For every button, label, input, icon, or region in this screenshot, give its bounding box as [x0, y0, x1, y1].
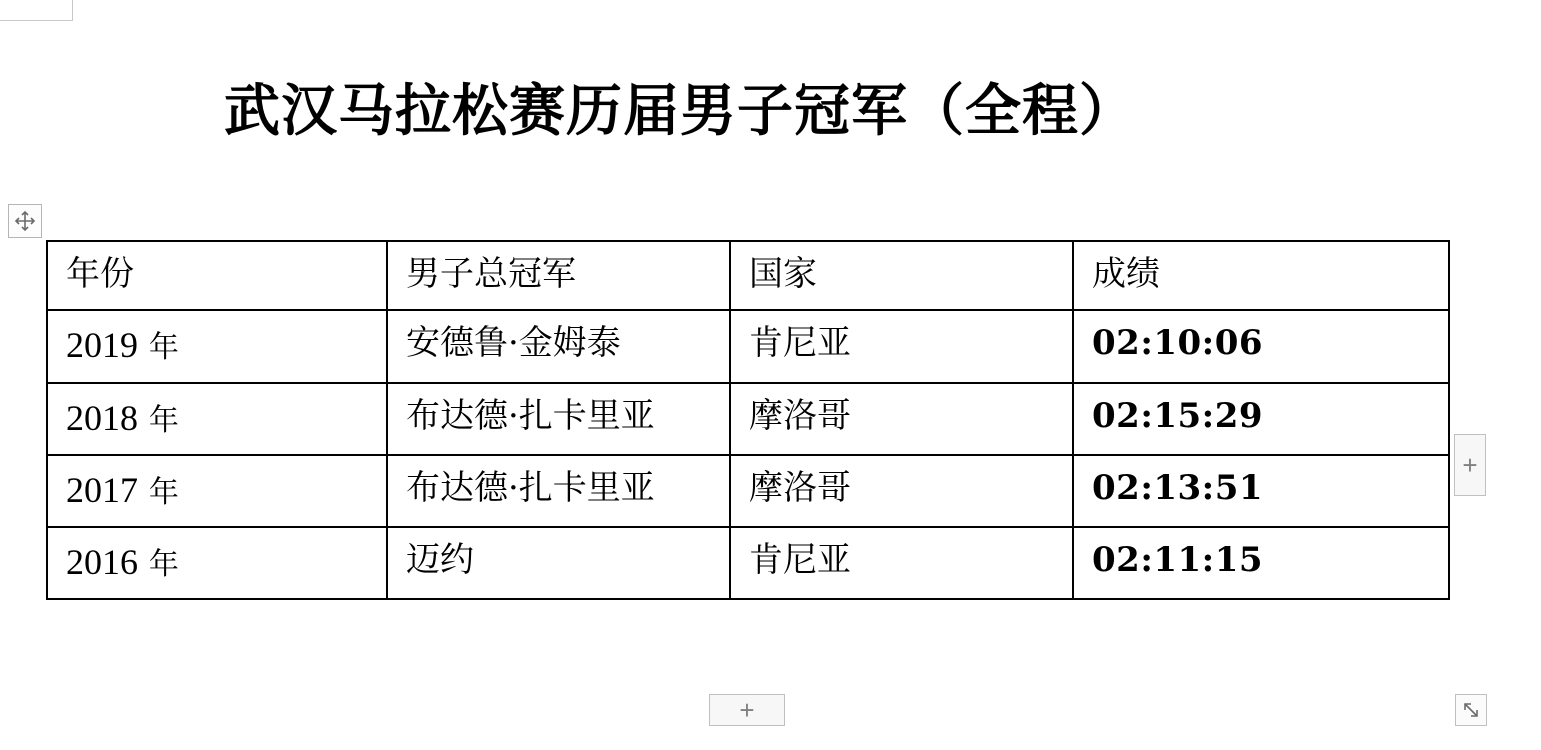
cell-country: 肯尼亚: [730, 310, 1073, 382]
cell-time: 02:13:51: [1073, 455, 1449, 527]
year-number: 2019: [66, 325, 138, 366]
cell-year: [47, 455, 387, 527]
page-edge-marker-vertical: [72, 0, 73, 20]
table-row: [47, 455, 1449, 527]
cell-year: [47, 383, 387, 455]
cell-champion: 布达德·扎卡里亚: [387, 383, 730, 455]
cell-champion: 布达德·扎卡里亚: [387, 455, 730, 527]
year-suffix: 年: [148, 330, 179, 366]
cell-champion: 迈约: [387, 527, 730, 599]
insert-column-button[interactable]: +: [1454, 434, 1486, 496]
table-move-handle[interactable]: [8, 204, 42, 238]
year-number: 2018: [66, 397, 138, 438]
cell-country: 摩洛哥: [730, 383, 1073, 455]
table-row: [47, 310, 1449, 382]
table-row: [47, 383, 1449, 455]
table-resize-handle[interactable]: [1455, 694, 1487, 726]
column-header-year: 年份: [47, 241, 387, 310]
column-header-country: 国家: [730, 241, 1073, 310]
table-header-row: [47, 241, 1449, 310]
year-suffix: 年: [148, 402, 179, 438]
year-number: 2017: [66, 469, 138, 510]
cell-champion: 安德鲁·金姆泰: [387, 310, 730, 382]
year-number: 2016: [66, 542, 138, 583]
cell-time: 02:15:29: [1073, 383, 1449, 455]
insert-row-button[interactable]: +: [709, 694, 785, 726]
cell-time: 02:10:06: [1073, 310, 1449, 382]
cell-year: [47, 310, 387, 382]
champions-table: [46, 240, 1450, 600]
page-edge-marker-horizontal: [0, 20, 73, 21]
cell-time: 02:11:15: [1073, 527, 1449, 599]
year-suffix: 年: [148, 547, 179, 583]
column-header-time: 成绩: [1073, 241, 1449, 310]
page-title: 武汉马拉松赛历届男子冠军（全程）: [224, 78, 1136, 144]
cell-country: 摩洛哥: [730, 455, 1073, 527]
cell-year: [47, 527, 387, 599]
year-suffix: 年: [148, 474, 179, 510]
cell-country: 肯尼亚: [730, 527, 1073, 599]
column-header-champion: 男子总冠军: [387, 241, 730, 310]
table-row: [47, 527, 1449, 599]
champions-table-container: [46, 240, 1448, 600]
